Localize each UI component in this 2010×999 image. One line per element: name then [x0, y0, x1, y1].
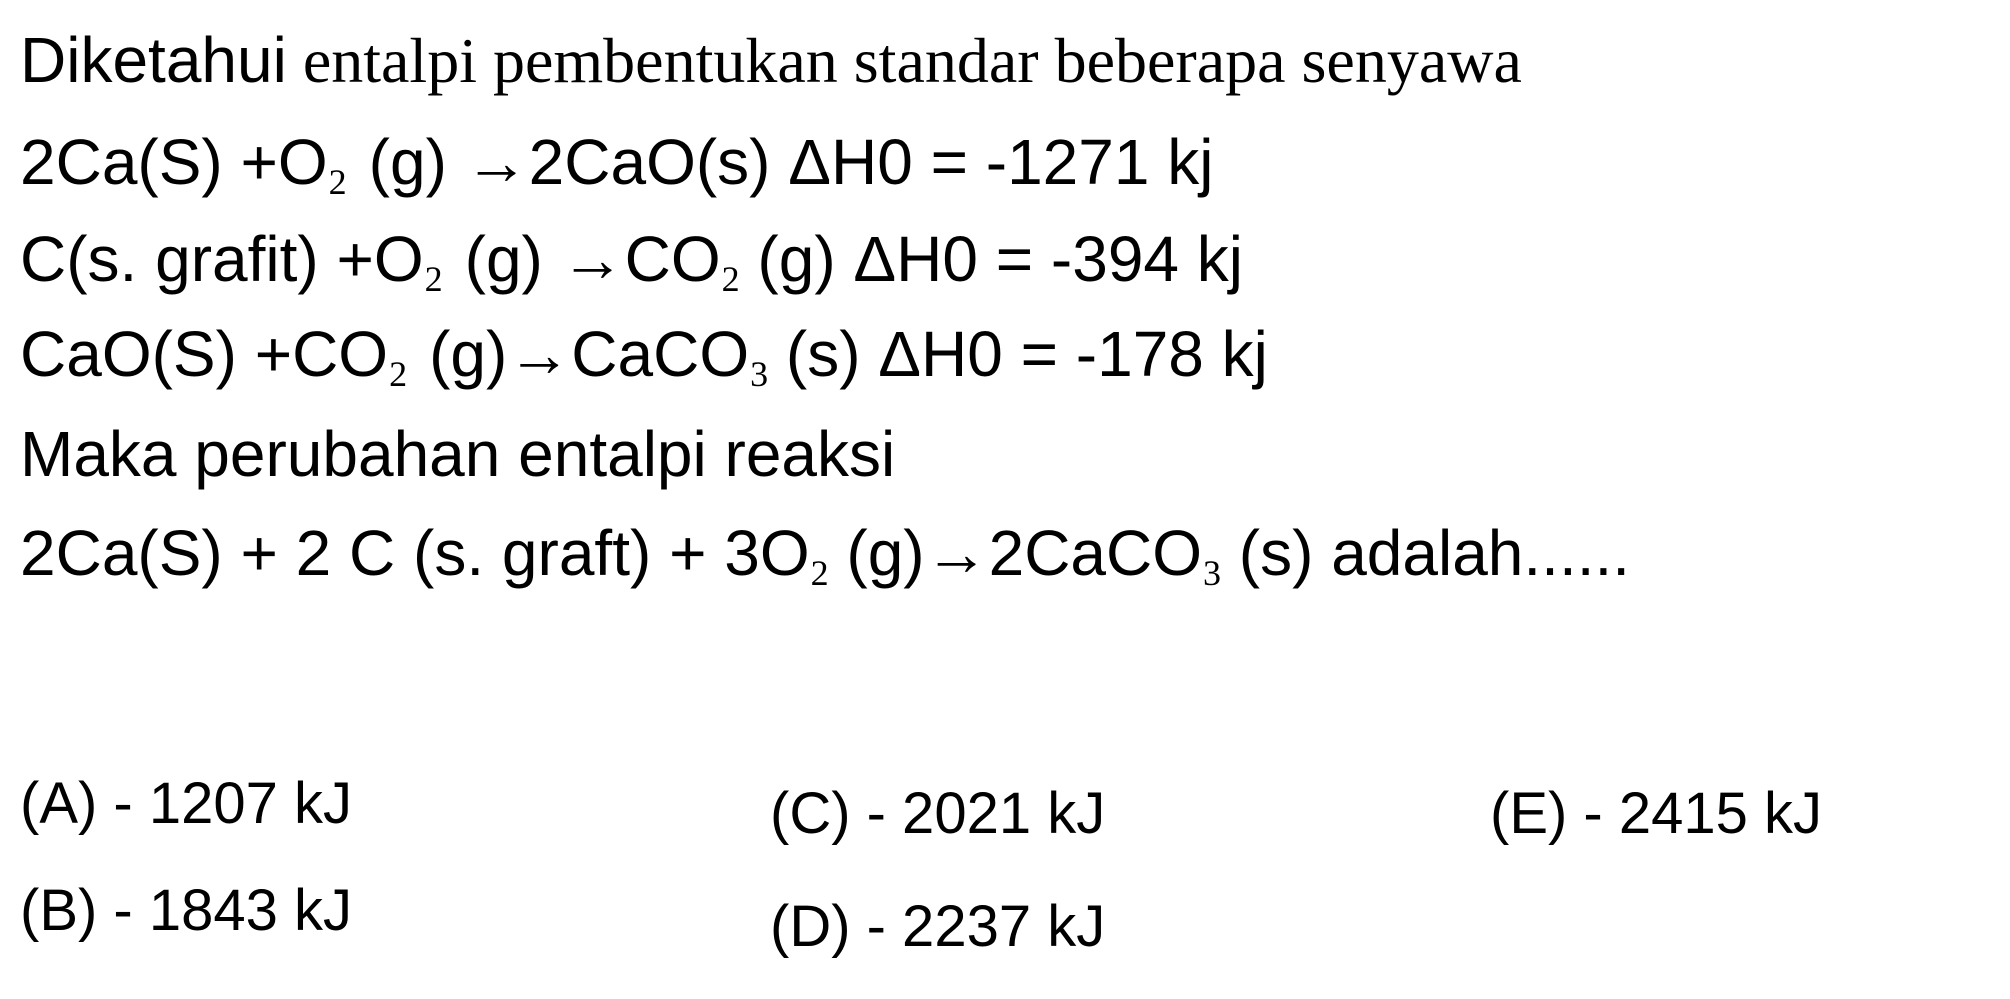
target-part-1: 2Ca(S) + 2 C (s. graft) + 3O — [20, 517, 810, 589]
reaction-1 — [20, 126, 1214, 202]
option-c[interactable]: (C) - 2021 kJ — [770, 781, 1106, 846]
option-b[interactable]: (B) - 1843 kJ — [20, 878, 352, 943]
target-sub-2: 3 — [1203, 553, 1221, 593]
reaction-1-part-1: 2Ca(S) +O — [20, 126, 328, 198]
target-part-3: (s) adalah...... — [1221, 517, 1631, 589]
reaction-3-sub-1: 2 — [389, 354, 408, 394]
intro-lead: Diketahui — [20, 24, 287, 96]
target-sub-1: 2 — [810, 553, 829, 593]
reaction-3 — [20, 318, 1268, 394]
reaction-2 — [20, 223, 1243, 299]
reaction-2-part-3: (g) ΔH0 = -394 kj — [739, 223, 1243, 295]
reaction-3-part-1: CaO(S) +CO — [20, 318, 389, 390]
option-e[interactable]: (E) - 2415 kJ — [1490, 781, 1822, 846]
reaction-3-part-3: (s) ΔH0 = -178 kj — [768, 318, 1268, 390]
option-d[interactable]: (D) - 2237 kJ — [770, 894, 1106, 959]
reaction-2-sub-2: 2 — [721, 259, 740, 299]
reaction-3-part-2: (g)→CaCO — [429, 318, 750, 390]
option-a[interactable]: (A) - 1207 kJ — [20, 771, 352, 836]
target-part-2: (g)→2CaCO — [828, 517, 1202, 589]
target-reaction — [20, 517, 1631, 593]
reaction-3-sub-2: 3 — [750, 354, 769, 394]
reaction-2-part-2: (g) →CO — [464, 223, 721, 295]
reaction-2-sub-1: 2 — [424, 259, 443, 299]
intro-line — [20, 24, 1522, 96]
prompt-line: Maka perubahan entalpi reaksi — [20, 418, 896, 490]
reaction-1-sub-1: 2 — [328, 162, 347, 202]
intro-rest: entalpi pembentukan standar beberapa senyawa — [286, 25, 1522, 96]
reaction-2-part-1: C(s. grafit) +O — [20, 223, 424, 295]
reaction-1-part-2: (g) →2CaO(s) ΔH0 = -1271 kj — [368, 126, 1214, 198]
